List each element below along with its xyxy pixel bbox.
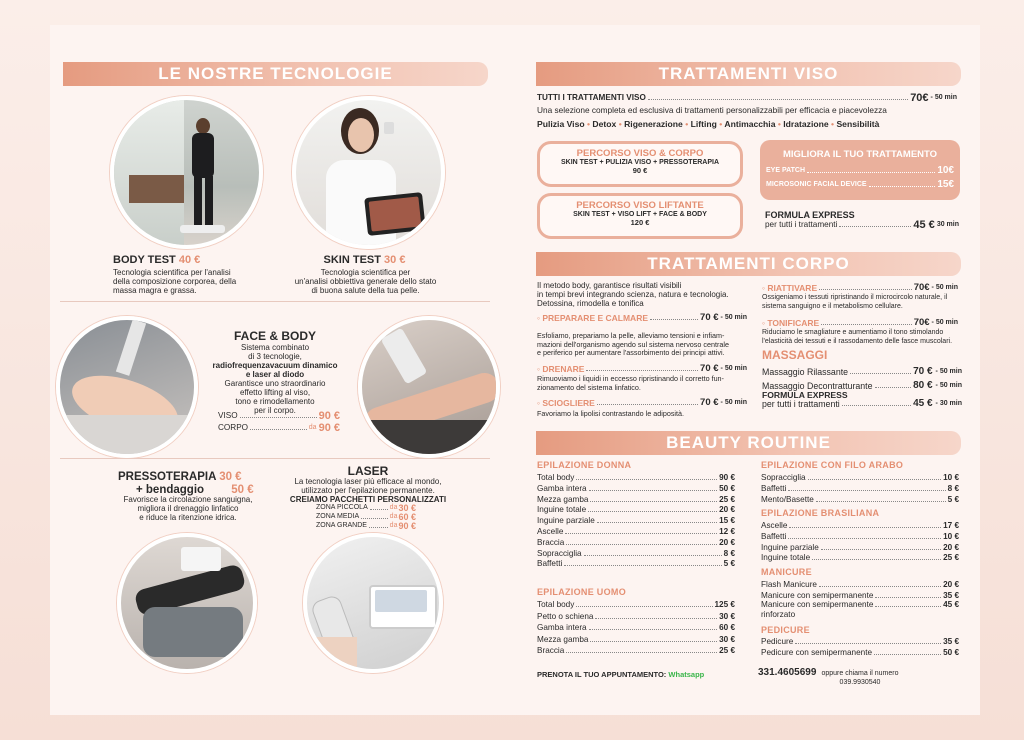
price-label: Inguine parziale	[761, 542, 819, 552]
price-row	[537, 612, 735, 622]
massaggio-decontratturante: Massaggio Decontratturante 80 € - 50 min	[762, 380, 962, 391]
presso-title: PRESSOTERAPIA 30 € + bendaggio 50 €	[118, 471, 254, 496]
viso-all-price: TUTTI I TRATTAMENTI VISO 70€ - 50 min	[537, 92, 957, 104]
laser-zone-grande: ZONA GRANDE da 90 €	[316, 521, 416, 531]
laser-desc: La tecnologia laser più efficace al mondo, utilizzato per l'epilazione permanente. CREIAMO PACCHETTI PERSONALIZZATI	[289, 477, 447, 504]
presso-desc: Favorisce la circolazione sanguigna, migliora il drenaggio linfatico e riduce la ritenzione idrica.	[123, 495, 253, 522]
body-test-title: BODY TEST 40 €	[113, 254, 201, 266]
corpo-tonificare-desc: Riduciamo le smagliature e aumentiamo il tono stimolando l'elasticità dei tessuti e il rassodamento delle fasce muscolari.	[762, 329, 953, 345]
price-value: 10 €	[943, 531, 959, 541]
price-label: Sopracciglia	[537, 548, 582, 558]
price-label: Pedicure con semipermanente	[761, 648, 873, 657]
footer-phone[interactable]: 331.4605699	[758, 667, 817, 678]
viso-express-title: FORMULA EXPRESS	[765, 210, 855, 220]
price-label: Manicure con semipermanente	[761, 590, 874, 600]
price-row	[537, 549, 735, 559]
price-value: 8 €	[947, 483, 959, 493]
price-label: Flash Manicure	[761, 580, 817, 589]
corpo-sciogliere-desc: Favoriamo la lipolisi contrastando le adiposità.	[537, 409, 685, 418]
face-body-desc: Sistema combinato di 3 tecnologie, radiofrequenzavacuum dinamico e laser al diodo Garantisce uno straordinario effetto lifting al viso, tono e rimodellamento per il corpo.	[212, 343, 338, 415]
price-row	[761, 543, 959, 553]
price-value: 15 €	[719, 516, 735, 526]
percorso-viso-liftante: PERCORSO VISO LIFTANTE SKIN TEST + VISO LIFT + FACE & BODY 120 €	[537, 193, 743, 239]
price-row	[761, 484, 959, 494]
brasiliana-title: EPILAZIONE BRASILIANA	[761, 508, 880, 518]
price-label: Ascelle	[537, 527, 564, 536]
price-value: 60 €	[719, 623, 735, 632]
price-row	[761, 648, 959, 658]
manicure-rinforzato-label2: rinforzato	[761, 610, 796, 619]
footer-alt: oppure chiama il numero 039.9930540	[821, 670, 899, 686]
price-label: Gamba intera	[537, 483, 587, 493]
price-row	[761, 637, 959, 647]
price-value: 90 €	[719, 473, 735, 482]
price-value: 50 €	[943, 648, 959, 657]
percorso-viso-corpo: PERCORSO VISO & CORPO SKIN TEST + PULIZIA VISO + PRESSOTERAPIA 90 €	[537, 141, 743, 187]
header-beauty-routine: BEAUTY ROUTINE	[536, 431, 961, 455]
skin-test-title: SKIN TEST 30 €	[323, 254, 406, 266]
price-row	[537, 484, 735, 494]
price-label: Total body	[537, 473, 575, 482]
epilazione-uomo-title: EPILAZIONE UOMO	[537, 587, 627, 597]
price-value: 25 €	[719, 494, 735, 504]
price-value: 20 €	[943, 580, 959, 589]
price-label: Baffetti	[761, 483, 787, 493]
price-value: 25 €	[719, 646, 735, 655]
viso-express-price: per tutti i trattamenti 45 € 30 min	[765, 219, 959, 231]
price-value: 5 €	[723, 559, 735, 569]
price-row	[537, 538, 735, 548]
price-row	[761, 495, 959, 505]
massaggi-express-price: per tutti i trattamenti 45 € - 30 min	[762, 398, 962, 409]
corpo-preparare-desc: Esfoliamo, prepariamo la pelle, alleviamo tensioni e infiam- mazioni dell'organismo agendo sul sistema nervoso centrale e periferico per aumentare l'assorbimento dei principi attivi.	[537, 331, 729, 357]
price-label: Sopracciglia	[761, 473, 806, 482]
footer-label: PRENOTA IL TUO APPUNTAMENTO: Whatsapp	[537, 670, 705, 679]
manicure-title: MANICURE	[761, 567, 812, 577]
body-treatment-photo	[358, 316, 500, 458]
price-value: 50 €	[719, 483, 735, 493]
price-value: 20 €	[719, 505, 735, 515]
laser-zone-media: ZONA MEDIA da 60 €	[316, 512, 416, 522]
divider	[60, 301, 490, 302]
price-label: Total body	[537, 600, 575, 609]
face-body-corpo-price: CORPO da 90 €	[218, 422, 340, 434]
price-value: 5 €	[947, 494, 959, 504]
price-row	[537, 527, 735, 537]
price-value: 25 €	[943, 553, 959, 563]
pedicure-title: PEDICURE	[761, 625, 810, 635]
footer-alt-phone[interactable]: 039.9930540	[839, 679, 881, 686]
price-label: Mento/Basette	[761, 494, 814, 504]
price-row	[537, 473, 735, 483]
price-label: Gamba intera	[537, 623, 587, 632]
skin-test-desc: Tecnologia scientifica per un'analisi obbiettiva generale dello stato di buona salute della tua pelle.	[294, 268, 437, 295]
price-row	[761, 532, 959, 542]
whatsapp-link[interactable]: Whatsapp	[668, 670, 705, 679]
laser-photo	[303, 533, 443, 673]
price-label: Baffetti	[537, 559, 563, 569]
header-trattamenti-viso: TRATTAMENTI VISO	[536, 62, 961, 86]
price-value: 20 €	[719, 537, 735, 547]
price-row	[537, 495, 735, 505]
price-row	[537, 623, 735, 633]
body-test-desc: Tecnologia scientifica per l'analisi della composizione corporea, della massa magra e grassa.	[113, 268, 237, 295]
price-row	[537, 635, 735, 645]
price-label: Pedicure	[761, 637, 794, 646]
laser-title: LASER	[347, 464, 389, 478]
body-test-photo	[110, 96, 263, 249]
corpo-preparare: ◦ PREPARARE E CALMARE 70 € - 50 min	[537, 312, 747, 323]
price-row	[761, 521, 959, 531]
price-label: Baffetti	[761, 531, 787, 541]
price-value: 20 €	[943, 542, 959, 552]
price-row	[537, 646, 735, 656]
viso-desc: Una selezione completa ed esclusiva di trattamenti personalizzabili per efficacia e piacevolezza	[537, 105, 887, 115]
price-label: Braccia	[537, 646, 565, 655]
massaggio-rilassante: Massaggio Rilassante 70 € - 50 min	[762, 366, 962, 377]
price-label: Inguine totale	[761, 553, 811, 563]
price-label: Inguine parziale	[537, 516, 595, 526]
price-label: Braccia	[537, 537, 565, 547]
divider	[60, 458, 490, 459]
header-trattamenti-corpo: TRATTAMENTI CORPO	[536, 252, 961, 276]
corpo-drenare: ◦ DRENARE 70 € - 50 min	[537, 363, 747, 374]
price-row	[537, 600, 735, 610]
eye-patch-price: EYE PATCH 10€	[766, 165, 954, 176]
price-row	[761, 553, 959, 563]
corpo-riattivare: ◦ RIATTIVARE 70€ - 50 min	[762, 282, 958, 293]
corpo-sciogliere: ◦ SCIOGLIERE 70 € - 50 min	[537, 397, 747, 408]
price-value: 30 €	[719, 634, 735, 644]
face-treatment-photo	[56, 316, 198, 458]
price-label: Ascelle	[761, 521, 788, 530]
price-value: 35 €	[943, 637, 959, 646]
manicure-rinforzato: Manicure con semipermanente 45 €	[761, 600, 959, 609]
microsonic-price: MICROSONIC FACIAL DEVICE 15€	[766, 179, 954, 190]
price-row	[761, 580, 959, 590]
price-label: Mezza gamba	[537, 494, 589, 504]
price-value: 8 €	[723, 548, 735, 558]
price-value: 35 €	[943, 590, 959, 600]
massaggi-title: MASSAGGI	[762, 348, 828, 362]
price-row	[537, 516, 735, 526]
laser-zone-piccola: ZONA PICCOLA da 30 €	[316, 503, 416, 513]
filo-arabo-title: EPILAZIONE CON FILO ARABO	[761, 460, 904, 470]
migliora-box: MIGLIORA IL TUO TRATTAMENTO EYE PATCH 10€ MICROSONIC FACIAL DEVICE 15€	[760, 140, 960, 200]
viso-types: Pulizia Viso • Detox • Rigenerazione • Lifting • Antimacchia • Idratazione • Sensibilità	[537, 119, 880, 129]
price-label: Inguine totale	[537, 505, 587, 515]
price-row	[761, 591, 959, 601]
massaggi-express-title: FORMULA EXPRESS	[762, 390, 848, 400]
price-row	[537, 559, 735, 569]
face-body-viso-price: VISO 90 €	[218, 410, 340, 422]
pressotherapy-photo	[117, 533, 257, 673]
epilazione-donna-title: EPILAZIONE DONNA	[537, 460, 632, 470]
price-row	[537, 505, 735, 515]
price-label: Mezza gamba	[537, 634, 589, 644]
face-body-title: FACE & BODY	[233, 329, 316, 343]
price-value: 17 €	[943, 521, 959, 530]
skin-test-photo	[292, 96, 445, 249]
price-value: 30 €	[719, 611, 735, 621]
corpo-riattivare-desc: Ossigeniamo i tessuti ripristinando il microcircolo naturale, il sistema sanguigno e il metabolismo cellulare.	[762, 294, 948, 310]
price-value: 10 €	[943, 473, 959, 482]
corpo-intro: Il metodo body, garantisce risultati visibili in tempi brevi integrando scienza, natura e tecnologia. Detossina, rimodella e tonifica	[537, 281, 729, 308]
corpo-tonificare: ◦ TONIFICARE 70€ - 50 min	[762, 317, 958, 328]
price-value: 125 €	[714, 600, 735, 609]
header-tecnologie: LE NOSTRE TECNOLOGIE	[63, 62, 488, 86]
corpo-drenare-desc: Rimuoviamo i liquidi in eccesso ripristinando il corretto fun- zionamento del sistema linfatico.	[537, 374, 724, 392]
price-label: Petto o schiena	[537, 611, 594, 621]
price-row	[761, 473, 959, 483]
price-value: 12 €	[719, 527, 735, 536]
